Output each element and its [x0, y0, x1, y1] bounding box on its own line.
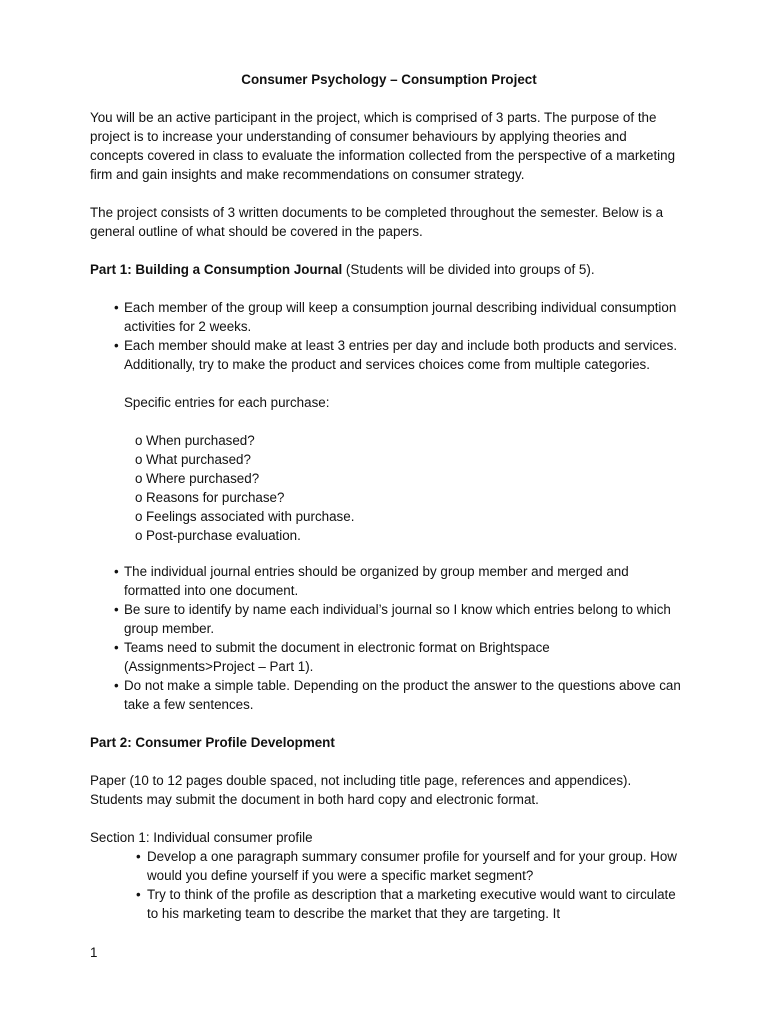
list-item: o Post-purchase evaluation.	[90, 526, 682, 545]
list-item: o Feelings associated with purchase.	[90, 507, 682, 526]
list-item: • Try to think of the profile as description that a marketing executive would want to circulate to his marketing team to describe the market that they are targeting. It	[90, 885, 682, 923]
intro-paragraph: You will be an active participant in the project, which is comprised of 3 parts. The purpose of the project is to increase your understanding of consumer behaviours by applying theories and concepts covered in class to evaluate the information collected from the perspective of a marketing firm and gain insights and make recommendations on consumer strategy.	[90, 110, 676, 182]
part2-paper-paragraph: Paper (10 to 12 pages double spaced, not including title page, references and appendices). Students may submit the document in both hard copy and electronic format.	[90, 773, 632, 807]
section1-label: Section 1: Individual consumer profile	[90, 830, 313, 845]
document-page	[90, 70, 682, 923]
part1-bullets-b	[90, 562, 682, 714]
part1-heading-note: (Students will be divided into groups of 5).	[342, 262, 595, 277]
part1-bullets-a	[90, 298, 682, 374]
list-item: • The individual journal entries should be organized by group member and merged and formatted into one document.	[90, 562, 682, 600]
list-item: • Each member of the group will keep a consumption journal describing individual consumption activities for 2 weeks.	[90, 298, 682, 336]
list-item: o When purchased?	[90, 431, 682, 450]
part1-heading: Part 1: Building a Consumption Journal	[90, 262, 343, 277]
document-title: Consumer Psychology – Consumption Project	[241, 72, 537, 87]
outline-paragraph: The project consists of 3 written documents to be completed throughout the semester. Below is a general outline of what should be covered in the papers.	[90, 205, 664, 239]
list-item: o What purchased?	[90, 450, 682, 469]
page-number: 1	[90, 945, 98, 960]
list-item: o Reasons for purchase?	[90, 488, 682, 507]
part1-heading-line	[90, 260, 682, 279]
list-item: • Teams need to submit the document in electronic format on Brightspace (Assignments>Project – Part 1).	[90, 638, 682, 676]
entries-label: Specific entries for each purchase:	[124, 395, 330, 410]
part2-heading: Part 2: Consumer Profile Development	[90, 735, 335, 750]
list-item: • Develop a one paragraph summary consumer profile for yourself and for your group. How would you define yourself if you were a specific market segment?	[90, 847, 682, 885]
list-item: • Each member should make at least 3 entries per day and include both products and services. Additionally, try to make the product and services choices come from multiple categories.	[90, 336, 682, 374]
section1-bullets	[90, 847, 682, 923]
list-item: • Be sure to identify by name each individual’s journal so I know which entries belong to which group member.	[90, 600, 682, 638]
entries-list	[90, 431, 682, 545]
list-item: • Do not make a simple table. Depending on the product the answer to the questions above can take a few sentences.	[90, 676, 682, 714]
list-item: o Where purchased?	[90, 469, 682, 488]
